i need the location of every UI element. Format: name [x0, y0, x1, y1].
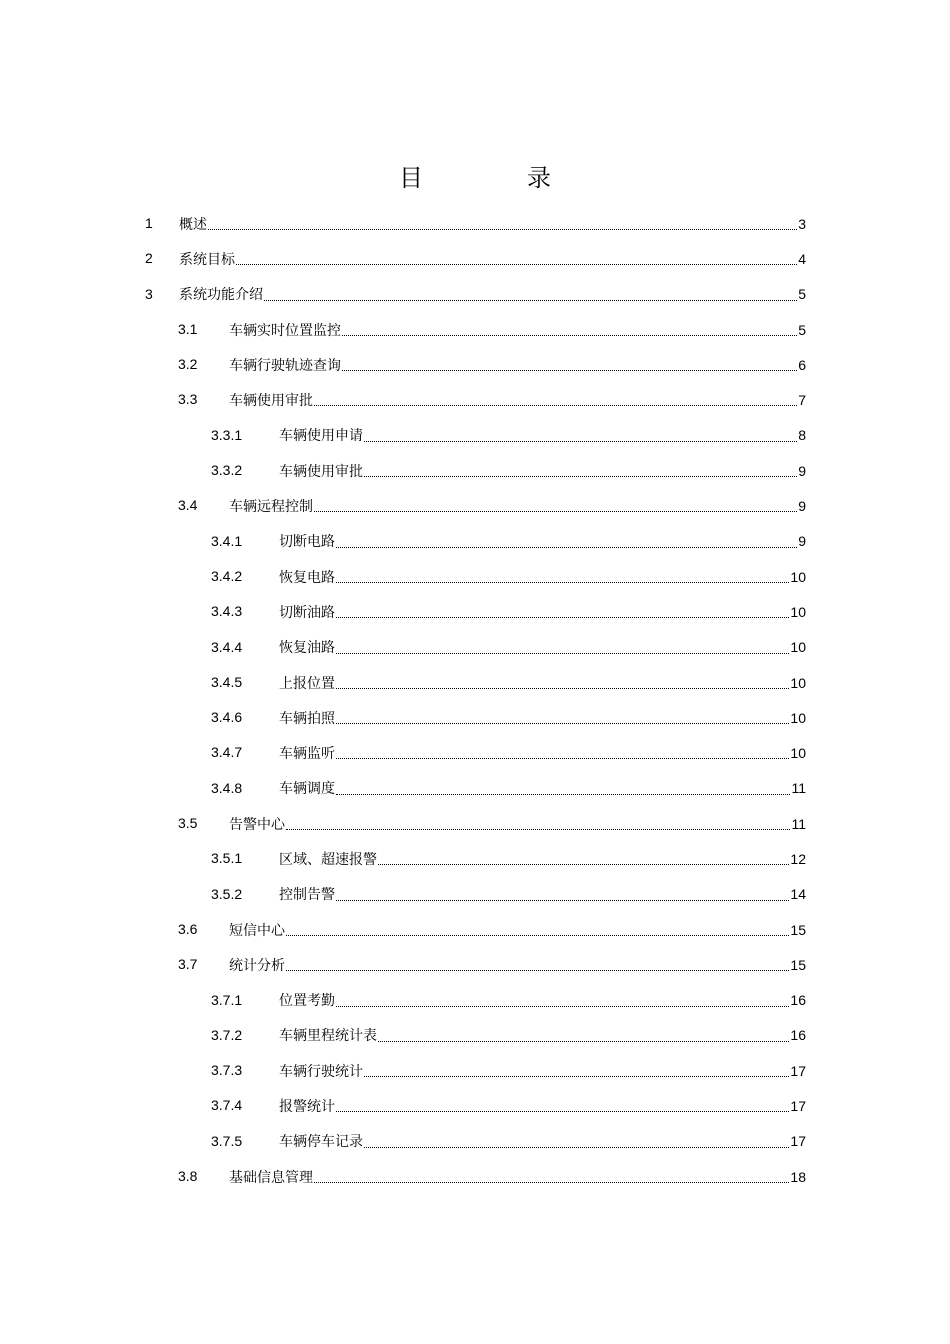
toc-entry-label: 系统目标 — [179, 251, 235, 268]
toc-entry-page: 6 — [798, 356, 806, 373]
toc-entry-page: 9 — [798, 462, 806, 479]
toc-leader-dots — [235, 241, 798, 276]
toc-entry[interactable] — [0, 524, 950, 559]
toc-entry[interactable] — [0, 488, 950, 523]
toc-entry-page: 7 — [798, 392, 806, 409]
toc-leader-dots — [313, 1159, 790, 1194]
toc-entry[interactable] — [0, 877, 950, 912]
toc-entry-page: 11 — [791, 780, 806, 797]
toc-entry-page: 17 — [790, 1133, 806, 1150]
toc-leader-dots — [335, 735, 790, 770]
toc-entry-label: 恢复油路 — [279, 640, 335, 657]
toc-leader-dots — [363, 1053, 790, 1088]
toc-entry[interactable] — [0, 1159, 950, 1194]
toc-leader-dots — [285, 806, 791, 841]
toc-entry-page: 17 — [790, 1062, 806, 1079]
toc-entry[interactable] — [0, 841, 950, 876]
toc-leader-dots — [313, 488, 798, 523]
toc-entry[interactable] — [0, 241, 950, 276]
toc-leader-dots — [377, 841, 790, 876]
toc-entry-label: 车辆行驶轨迹查询 — [229, 357, 341, 374]
toc-entry-label: 短信中心 — [229, 922, 285, 939]
toc-leader-dots — [335, 700, 790, 735]
toc-leader-dots — [335, 1088, 790, 1123]
toc-entry-number: 3.4 — [178, 497, 198, 514]
toc-leader-dots — [335, 630, 790, 665]
toc-leader-dots — [341, 312, 798, 347]
toc-entry-label: 概述 — [179, 216, 207, 233]
toc-entry-number: 3.8 — [178, 1168, 198, 1185]
toc-entry-number: 3.2 — [178, 356, 198, 373]
toc-entry-number: 1 — [145, 215, 153, 231]
toc-entry-number: 3.7.4 — [211, 1097, 243, 1114]
toc-entry-label: 统计分析 — [229, 957, 285, 974]
toc-entry-label: 车辆使用审批 — [229, 393, 313, 410]
toc-entry-page: 15 — [790, 921, 806, 938]
toc-entry-number: 3.7.5 — [211, 1132, 243, 1149]
toc-entry-number: 3.3 — [178, 391, 198, 408]
toc-entry-number: 3.4.8 — [211, 779, 243, 796]
toc-leader-dots — [335, 665, 790, 700]
toc-leader-dots — [335, 524, 798, 559]
toc-entry-number: 3.5 — [178, 815, 198, 832]
toc-entry-label: 上报位置 — [279, 675, 335, 692]
toc-entry[interactable] — [0, 700, 950, 735]
toc-entry-page: 16 — [790, 1027, 806, 1044]
toc-leader-dots — [363, 1124, 790, 1159]
toc-entry[interactable] — [0, 1018, 950, 1053]
toc-leader-dots — [341, 347, 798, 382]
toc-entry[interactable] — [0, 771, 950, 806]
toc-list — [0, 206, 950, 1194]
toc-entry-page: 10 — [790, 639, 806, 656]
toc-entry[interactable] — [0, 947, 950, 982]
toc-entry[interactable] — [0, 277, 950, 312]
toc-entry-page: 5 — [798, 286, 806, 303]
toc-title: 目 录 — [399, 164, 591, 192]
toc-entry-label: 控制告警 — [279, 887, 335, 904]
toc-leader-dots — [377, 1018, 790, 1053]
toc-entry-number: 3.6 — [178, 920, 198, 937]
toc-entry-number: 3.5.2 — [211, 885, 243, 902]
toc-entry[interactable] — [0, 1053, 950, 1088]
toc-entry-page: 5 — [798, 321, 806, 338]
toc-leader-dots — [313, 382, 798, 417]
toc-entry[interactable] — [0, 806, 950, 841]
toc-entry-label: 区域、超速报警 — [279, 851, 377, 868]
toc-entry-page: 15 — [790, 956, 806, 973]
toc-entry-number: 3.7.3 — [211, 1062, 243, 1079]
toc-entry[interactable] — [0, 559, 950, 594]
toc-leader-dots — [335, 771, 791, 806]
toc-entry-page: 16 — [790, 992, 806, 1009]
toc-entry-label: 车辆使用审批 — [279, 463, 363, 480]
toc-leader-dots — [363, 453, 798, 488]
toc-entry-number: 3.7.2 — [211, 1026, 243, 1043]
toc-entry-label: 位置考勤 — [279, 993, 335, 1010]
toc-entry[interactable] — [0, 418, 950, 453]
toc-entry-number: 3.4.1 — [211, 532, 243, 549]
toc-entry-number: 3.4.5 — [211, 673, 243, 690]
toc-entry-label: 车辆远程控制 — [229, 499, 313, 516]
toc-entry[interactable] — [0, 1088, 950, 1123]
toc-entry[interactable] — [0, 983, 950, 1018]
toc-entry[interactable] — [0, 912, 950, 947]
toc-entry-label: 基础信息管理 — [229, 1169, 313, 1186]
toc-entry-page: 8 — [798, 427, 806, 444]
toc-entry[interactable] — [0, 594, 950, 629]
toc-entry-number: 3.4.4 — [211, 638, 243, 655]
toc-entry-number: 3.7.1 — [211, 991, 243, 1008]
toc-entry-number: 3 — [145, 285, 153, 302]
toc-entry-number: 3.4.7 — [211, 744, 243, 761]
toc-entry-label: 切断油路 — [279, 604, 335, 621]
toc-entry-number: 3.1 — [178, 320, 198, 337]
toc-entry-label: 切断电路 — [279, 534, 335, 551]
toc-entry[interactable] — [0, 206, 950, 241]
toc-entry-page: 9 — [798, 498, 806, 515]
toc-entry-label: 车辆行驶统计 — [279, 1063, 363, 1080]
toc-entry-page: 4 — [798, 250, 806, 267]
toc-leader-dots — [335, 877, 790, 912]
toc-entry[interactable] — [0, 312, 950, 347]
toc-entry-page: 10 — [790, 603, 806, 620]
toc-leader-dots — [285, 947, 790, 982]
toc-entry[interactable] — [0, 1124, 950, 1159]
toc-entry[interactable] — [0, 735, 950, 770]
toc-entry[interactable] — [0, 347, 950, 382]
toc-entry-label: 车辆拍照 — [279, 710, 335, 727]
toc-leader-dots — [207, 206, 798, 241]
toc-entry-label: 系统功能介绍 — [179, 287, 263, 304]
toc-entry-page: 12 — [790, 850, 806, 867]
toc-entry-label: 车辆使用申请 — [279, 428, 363, 445]
toc-entry-page: 18 — [790, 1168, 806, 1185]
toc-entry-page: 10 — [790, 745, 806, 762]
toc-entry-page: 10 — [790, 709, 806, 726]
toc-entry-page: 10 — [790, 568, 806, 585]
toc-entry-number: 3.5.1 — [211, 850, 243, 867]
toc-entry-label: 车辆调度 — [279, 781, 335, 798]
toc-entry-label: 恢复电路 — [279, 569, 335, 586]
toc-entry-page: 14 — [790, 886, 806, 903]
toc-entry-page: 10 — [790, 674, 806, 691]
toc-entry-number: 3.4.6 — [211, 709, 243, 726]
toc-entry[interactable] — [0, 665, 950, 700]
toc-entry-number: 3.3.1 — [211, 426, 243, 443]
toc-entry-page: 9 — [798, 533, 806, 550]
toc-entry-number: 3.3.2 — [211, 462, 243, 479]
toc-leader-dots — [335, 559, 790, 594]
toc-entry-label: 车辆监听 — [279, 746, 335, 763]
toc-entry[interactable] — [0, 453, 950, 488]
toc-entry-page: 11 — [791, 815, 806, 832]
toc-entry[interactable] — [0, 382, 950, 417]
toc-leader-dots — [285, 912, 790, 947]
toc-entry-number: 3.4.2 — [211, 567, 243, 584]
toc-entry-number: 3.7 — [178, 956, 198, 973]
toc-entry-label: 车辆里程统计表 — [279, 1028, 377, 1045]
toc-leader-dots — [263, 277, 798, 312]
toc-entry-label: 车辆实时位置监控 — [229, 322, 341, 339]
toc-entry-page: 17 — [790, 1098, 806, 1115]
toc-entry[interactable] — [0, 630, 950, 665]
toc-entry-label: 车辆停车记录 — [279, 1134, 363, 1151]
toc-entry-page: 3 — [798, 215, 806, 232]
toc-entry-label: 告警中心 — [229, 816, 285, 833]
toc-entry-number: 2 — [145, 250, 153, 267]
toc-leader-dots — [335, 594, 790, 629]
toc-entry-number: 3.4.3 — [211, 603, 243, 620]
toc-leader-dots — [335, 983, 790, 1018]
toc-entry-label: 报警统计 — [279, 1099, 335, 1116]
toc-leader-dots — [363, 418, 798, 453]
